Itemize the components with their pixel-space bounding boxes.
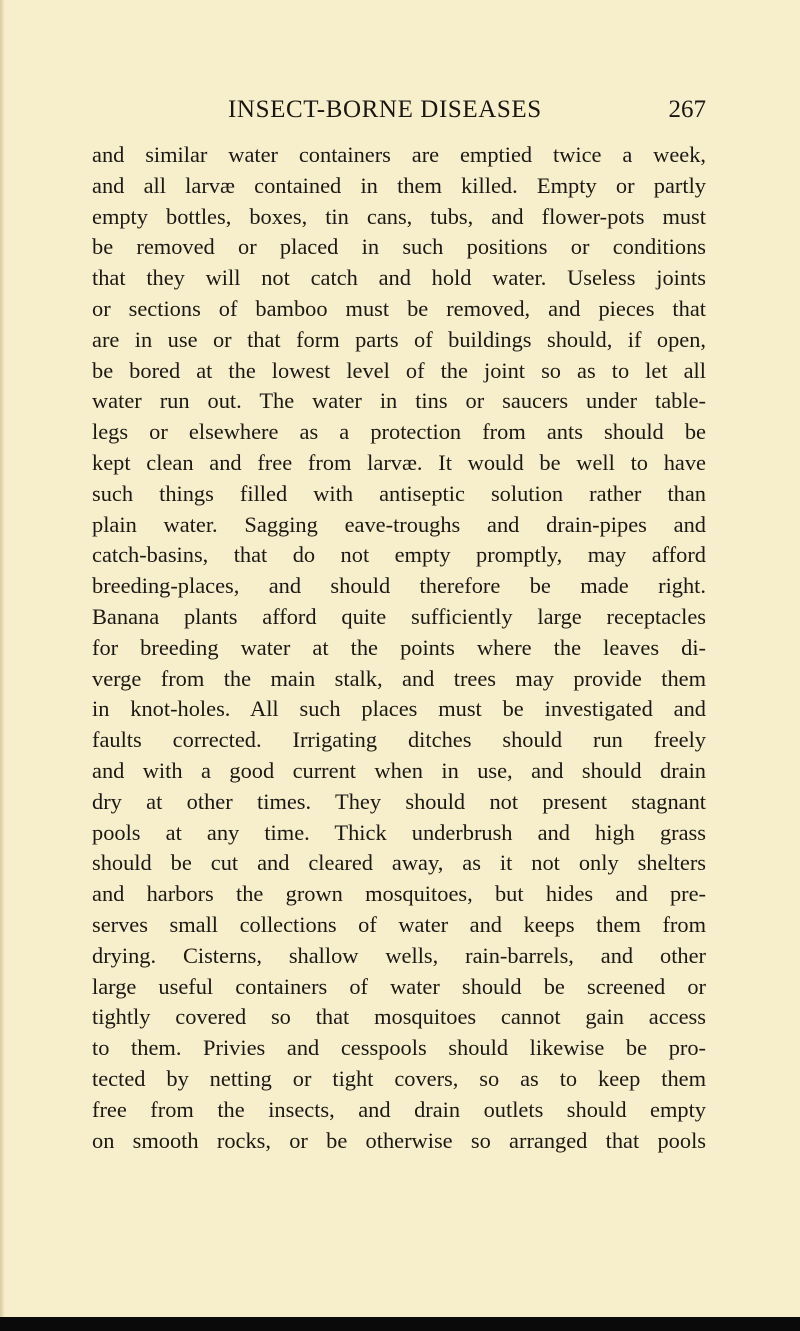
text-line: on smooth rocks, or be otherwise so arranged that pools [92,1127,706,1153]
text-line: serves small collections of water and keeps them from [92,911,706,937]
text-line: are in use or that form parts of buildings should, if open, [92,326,706,352]
page-header [92,96,706,130]
body-paragraph [92,140,706,1156]
text-line: to them. Privies and cesspools should likewise be pro- [92,1035,706,1061]
text-line: tightly covered so that mosquitoes cannot gain access [92,1004,706,1030]
text-line: legs or elsewhere as a protection from ants should be [92,419,706,445]
text-line: kept clean and free from larvæ. It would be well to have [92,449,706,475]
text-line: should be cut and cleared away, as it not only shelters [92,850,706,876]
text-line: be bored at the lowest level of the joint so as to let all [92,357,706,383]
text-line: empty bottles, boxes, tin cans, tubs, and flower-pots must [92,203,706,229]
page-left-edge [0,0,5,1331]
text-line: for breeding water at the points where the leaves di- [92,634,706,660]
text-line: Banana plants afford quite sufficiently large receptacles [92,603,706,629]
text-line: and harbors the grown mosquitoes, but hides and pre- [92,881,706,907]
text-line: water run out. The water in tins or saucers under table- [92,388,706,414]
page-number: 267 [668,96,706,123]
text-line: pools at any time. Thick underbrush and high grass [92,819,706,845]
running-title: INSECT-BORNE DISEASES [228,96,542,123]
text-line: plain water. Sagging eave-troughs and drain-pipes and [92,511,706,537]
text-line: catch-basins, that do not empty promptly, may afford [92,542,706,568]
text-line: and with a good current when in use, and should drain [92,757,706,783]
text-line: such things filled with antiseptic solution rather than [92,480,706,506]
text-line: dry at other times. They should not present stagnant [92,788,706,814]
text-line: in knot-holes. All such places must be investigated and [92,696,706,722]
text-line: and all larvæ contained in them killed. Empty or partly [92,172,706,198]
text-line: be removed or placed in such positions or conditions [92,234,706,260]
text-line: drying. Cisterns, shallow wells, rain-barrels, and other [92,942,706,968]
text-line: tected by netting or tight covers, so as to keep them [92,1065,706,1091]
text-line: or sections of bamboo must be removed, and pieces that [92,295,706,321]
text-line: and similar water containers are emptied twice a week, [92,142,706,167]
text-line: breeding-places, and should therefore be made right. [92,573,706,599]
page-bottom-border [0,1317,800,1331]
text-line: large useful containers of water should be screened or [92,973,706,999]
text-line: that they will not catch and hold water. Useless joints [92,265,706,291]
text-line: faults corrected. Irrigating ditches should run freely [92,727,706,753]
text-line: free from the insects, and drain outlets should empty [92,1096,706,1122]
text-line: verge from the main stalk, and trees may provide them [92,665,706,691]
